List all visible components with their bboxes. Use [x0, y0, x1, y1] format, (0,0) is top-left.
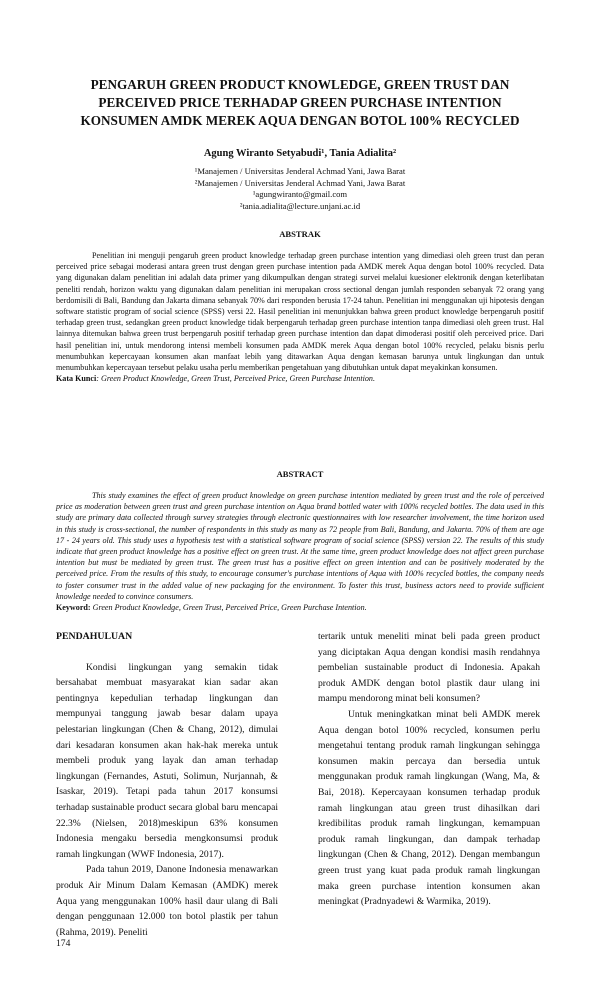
title-line-2: PERCEIVED PRICE TERHADAP GREEN PURCHASE INTENTION — [98, 95, 502, 110]
kata-kunci-text: : Green Product Knowledge, Green Trust, Perceived Price, Green Purchase Intention. — [96, 374, 375, 384]
left-column — [56, 629, 278, 940]
email-2: ²tania.adialita@lecture.unjani.ac.id — [239, 200, 361, 211]
abstrak-block — [56, 250, 544, 384]
right-column — [318, 629, 540, 910]
keyword-text: Green Product Knowledge, Green Trust, Perceived Price, Green Purchase Intention. — [90, 603, 367, 613]
keyword — [56, 602, 544, 613]
paper-title — [60, 76, 540, 130]
kata-kunci — [56, 373, 544, 384]
abstrak-heading: ABSTRAK — [279, 229, 321, 239]
kata-kunci-label: Kata Kunci — [56, 374, 97, 384]
intro-paragraph-4: Untuk meningkatkan minat beli AMDK merek Aqua dengan botol 100% recycled, konsumen perlu mengetahui tentang produk ramah lingkungan sehingga konsumen makin percaya dan bersedia untuk menggunakan produk ramah lingkungan (Wang, Ma, & Bai, 2018). Kepercayaan konsumen terhadap produk ramah lingkungan atau green trust dihasilkan dari kredibilitas produk ramah lingkungan, kemampuan produk ramah lingkungan, dan dampak terhadap lingkungan (Chen & Chang, 2012). Dengan membangun green trust yang kuat pada produk ramah lingkungan maka green purchase intention konsumen akan meningkat (Pradnyadewi & Warmika, 2019). — [318, 708, 540, 908]
affiliations — [0, 166, 600, 212]
abstract-heading: ABSTRACT — [276, 469, 324, 479]
affiliation-2: ²Manajemen / Universitas Jenderal Achmad Yani, Jawa Barat — [194, 177, 406, 188]
authors: Agung Wiranto Setyabudi¹, Tania Adialita² — [203, 148, 397, 159]
intro-paragraph-3: tertarik untuk meneliti minat beli pada green product yang diciptakan Aqua dengan kondisi masih rendahnya pembelian sustainable product di Indonesia. Apakah produk AMDK dengan botol plastik daur ulang ini mampu mendorong minat beli konsumen? — [318, 631, 540, 705]
abstrak-body: Penelitian ini menguji pengaruh green product knowledge terhadap green purchase intention yang dimediasi oleh green trust dan peran perceived price sebagai moderasi antara green trust dengan green purchase intention pada AMDK merek Aqua dengan botol 100% recycled. Data yang digunakan dalam penelitian ini adalah data primer yang dikumpulkan dengan strategi survei melalui kuesioner elektronik dengan keterlibatan peneliti rendah, horizon waktu yang digunakan dalam penelitian ini merupakan cross sectional dengan jumlah responden sebanyak 72 orang yang berdomisili di Bali, Bandung dan Jakarta dimana sebanyak 70% dari responden berusia 17-24 tahun. Penelitian ini menggunakan uji hipotesis dengan software statistic program of social science (SPSS) versi 22. Hasil penelitian ini menunjukkan bahwa green product knowledge berpengaruh positif terhadap green trust, sedangkan green product knowledge tidak berpengaruh terhadap green purchase intention tanpa dimediasi oleh green trust. Hal lainnya ditemukan bahwa green trust berpengaruh positif terhadap green purchase intention dan dapat dimoderasi positif oleh perceived price. Dari hasil penelitian ini, untuk mendorong intensi membeli konsumen pada AMDK merek Aqua dengan botol 100% recycled, pelaku bisnis perlu menumbuhkan kepercayaan konsumen akan manfaat lebih yang ditawarkan Aqua dengan kemasan barunya untuk lingkungan dan untuk menumbuhkan kepercayaan tersebut pelaku usaha perlu memberikan pengetahuan yang dibutuhkan untuk dapat meyakinkan konsumen. — [56, 251, 544, 373]
intro-paragraph-1: Kondisi lingkungan yang semakin tidak bersahabat membuat masyarakat kian sadar akan pentingnya kepedulian terhadap lingkungan dan mempunyai tanggung jawab besar dalam upaya pelestarian lingkungan (Chen & Chang, 2012), dimulai dari kesadaran konsumen akan hak-hak mereka untuk membeli produk yang layak dan aman terhadap lingkungan (Fernandes, Astuti, Solimun, Nurjannah, & Isaskar, 2019). Tetapi pada tahun 2017 konsumsi terhadap sustainable product secara global baru mencapai 22.3% (Nielsen, 2018)meskipun 63% konsumen Indonesia mengaku bersedia mengkonsumsi produk ramah lingkungan (WWF Indonesia, 2017). — [56, 661, 278, 860]
abstract-block — [56, 490, 544, 613]
intro-paragraph-2: Pada tahun 2019, Danone Indonesia menawarkan produk Air Minum Dalam Kemasan (AMDK) merek Aqua yang menggunakan 100% hasil daur ulang di Bali dengan penggunaan 12.000 ton botol plastik per tahun (Rahma, 2019). Peneliti — [56, 864, 278, 938]
title-line-1: PENGARUH GREEN PRODUCT KNOWLEDGE, GREEN TRUST DAN — [90, 77, 510, 92]
page-number: 174 — [56, 938, 71, 949]
email-1: ¹agungwiranto@gmail.com — [252, 189, 348, 199]
abstract-body: This study examines the effect of green product knowledge on green purchase intention mediated by green trust and the role of perceived price as moderation between green trust and green purchase intention on Aqua brand bottled water with 100% recycled bottles. The data used in this study are primary data collected through survey strategies through electronic questionnaires with low researcher involvement, the time horizon used in this study is cross-sectional, the number of respondents in this study as many as 72 people from Bali, Bandung, and Jakarta. 70% of them are age 17 - 24 years old. This study uses a hypothesis test with a statistical software program of social science (SPSS) version 22. The results of this study indicate that green product knowledge has a positive effect on green trust. At the same time, green product knowledge does not affect green purchase intention but must be mediated by green trust. The green trust has a positive effect on green intention and can be positively moderated by the perceived price. From the results of this study, to encourage consumer's purchase intentions of Aqua with 100% recycled bottles, the company needs to foster consumer trust in the added value of new packaging for the environment. To foster this trust, business actors need to provide sufficient knowledge needed to convince consumers. — [56, 491, 544, 601]
affiliation-1: ¹Manajemen / Universitas Jenderal Achmad Yani, Jawa Barat — [194, 166, 406, 176]
keyword-label: Keyword: — [56, 603, 91, 613]
section-heading-pendahuluan: PENDAHULUAN — [56, 631, 133, 642]
title-line-3: KONSUMEN AMDK MEREK AQUA DENGAN BOTOL 100% RECYCLED — [80, 113, 520, 128]
